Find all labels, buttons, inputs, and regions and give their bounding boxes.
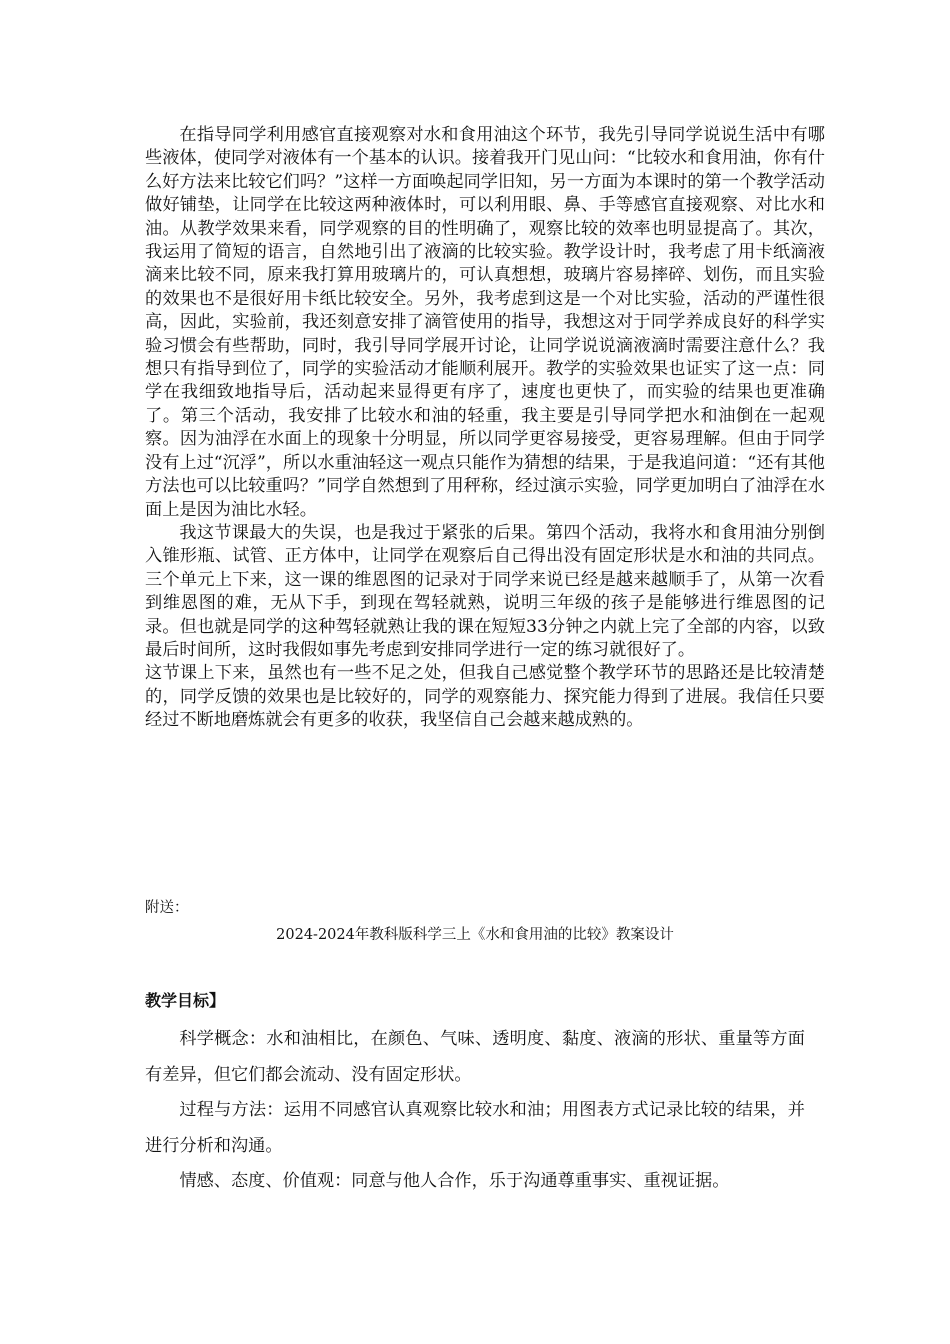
reflection-paragraph-3: 这节课上下来，虽然也有一些不足之处，但我自己感觉整个教学环节的思路还是比较清楚的，同学反馈的效果也是比较好的，同学的观察能力、探究能力得到了进展。我信任只要经过不断地磨炼就会有更多的收获，我坚信自己会越来越成熟的。 bbox=[145, 663, 825, 731]
goals-heading: 教学目标】 bbox=[145, 991, 226, 1010]
goal-item-attitude: 情感、态度、价值观：同意与他人合作，乐于沟通尊重事实、重视证据。 bbox=[179, 1171, 730, 1191]
goal-item-process: 过程与方法：运用不同感官认真观察比较水和油；用图表方式记录比较的结果，并进行分析和沟通。 bbox=[145, 1100, 805, 1156]
attachment-label: 附送： bbox=[145, 900, 189, 916]
attachment-title: 2024-2024年教科版科学三上《水和食用油的比较》教案设计 bbox=[276, 927, 674, 943]
reflection-section bbox=[145, 124, 825, 733]
goal-item-concept: 科学概念：水和油相比，在颜色、气味、透明度、黏度、液滴的形状、重量等方面有差异，但它们都会流动、没有固定形状。 bbox=[145, 1029, 805, 1085]
goals-section bbox=[145, 1022, 805, 1200]
reflection-paragraph-2: 我这节课最大的失误，也是我过于紧张的后果。第四个活动，我将水和食用油分别倒入锥形瓶、试管、正方体中，让同学在观察后自己得出没有固定形状是水和油的共同点。三个单元上下来，这一课的维恩图的记录对于同学来说已经是越来越顺手了，从第一次看到维恩图的难，无从下手，到现在驾轻就熟，说明三年级的孩子是能够进行维恩图的记录。但也就是同学的这种驾轻就熟让我的课在短短33分钟之内就上完了全部的内容，以致最后时间所，这时我假如事先考虑到安排同学进行一定的练习就很好了。 bbox=[145, 522, 825, 660]
reflection-paragraph-1: 在指导同学利用感官直接观察对水和食用油这个环节，我先引导同学说说生活中有哪些液体，使同学对液体有一个基本的认识。接着我开门见山问：“比较水和食用油，你有什么好方法来比较它们吗？”这样一方面唤起同学旧知，另一方面为本课时的第一个教学活动做好铺垫，让同学在比较这两种液体时，可以利用眼、鼻、手等感官直接观察、对比水和油。从教学效果来看，同学观察的目的性明确了，观察比较的效率也明显提高了。其次，我运用了简短的语言，自然地引出了液滴的比较实验。教学设计时，我考虑了用卡纸滴液滴来比较不同，原来我打算用玻璃片的，可认真想想，玻璃片容易摔碎、划伤，而且实验的效果也不是很好用卡纸比较安全。另外，我考虑到这是一个对比实验，活动的严谨性很高，因此，实验前，我还刻意安排了滴管使用的指导，我想这对于同学养成良好的科学实验习惯会有些帮助，同时，我引导同学展开讨论，让同学说说滴液滴时需要注意什么？我想只有指导到位了，同学的实验活动才能顺利展开。教学的实验效果也证实了这一点：同学在我细致地指导后，活动起来显得更有序了，速度也更快了，而实验的结果也更准确了。第三个活动，我安排了比较水和油的轻重，我主要是引导同学把水和油倒在一起观察。因为油浮在水面上的现象十分明显，所以同学更容易接受，更容易理解。但由于同学没有上过“沉浮”，所以水重油轻这一观点只能作为猜想的结果，于是我追问道：“还有其他方法也可以比较重吗？”同学自然想到了用秤称，经过演示实验，同学更加明白了油浮在水面上是因为油比水轻。 bbox=[145, 125, 825, 520]
